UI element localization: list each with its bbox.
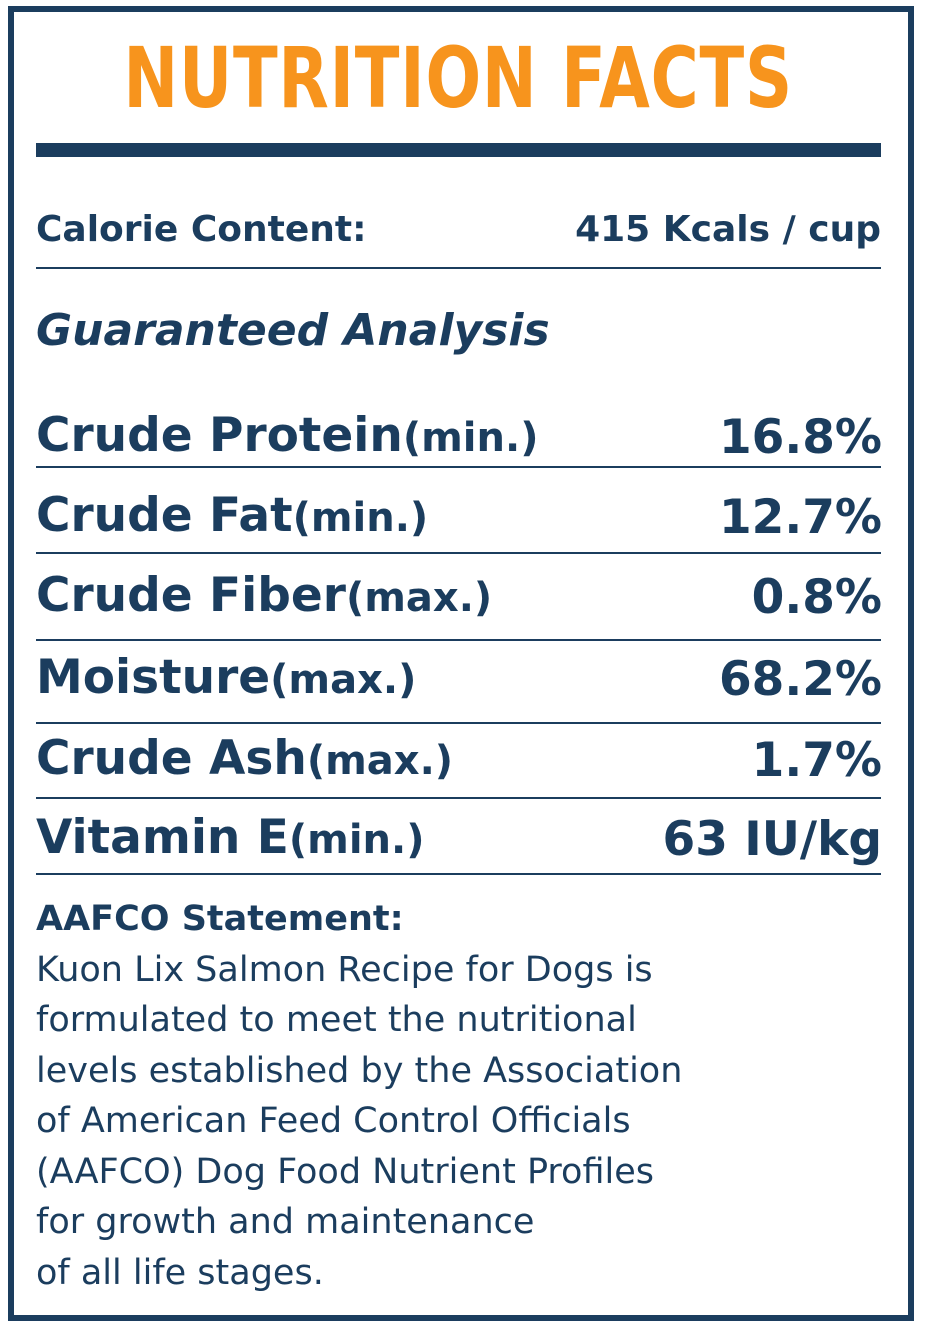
nutrient-name (36, 488, 428, 546)
nutrient-name (36, 731, 453, 789)
aafco-heading: AAFCO Statement: (36, 899, 404, 939)
nutrient-row-crude-protein (36, 402, 882, 472)
nutrient-label: Crude Fat (36, 488, 293, 543)
aafco-text-line: of all life stages. (36, 1252, 324, 1293)
aafco-text-line: (AAFCO) Dog Food Nutrient Profiles (36, 1151, 655, 1192)
nutrient-value: 68.2% (718, 652, 882, 707)
row-divider (36, 466, 881, 468)
aafco-statement (36, 894, 886, 1298)
nutrient-name (36, 810, 424, 868)
nutrient-value: 63 IU/kg (662, 812, 882, 867)
aafco-text-line: formulated to meet the nutritional (36, 1000, 637, 1040)
aafco-text-line: levels established by the Association (36, 1050, 683, 1091)
nutrient-label: Crude Protein (36, 408, 403, 463)
nutrient-qualifier: (max.) (345, 575, 493, 621)
row-divider (36, 722, 881, 724)
nutrient-qualifier: (min.) (292, 495, 429, 541)
nutrient-value: 1.7% (751, 733, 882, 788)
nutrient-label: Crude Ash (36, 731, 307, 786)
nutrient-qualifier: (min.) (402, 415, 539, 461)
row-divider (36, 797, 881, 799)
nutrient-label: Vitamin E (36, 810, 289, 865)
nutrient-value: 16.8% (718, 410, 882, 465)
nutrient-value: 12.7% (718, 490, 882, 545)
calorie-content-value: 415 Kcals / cup (575, 209, 881, 250)
aafco-text-line: Kuon Lix Salmon Recipe for Dogs is (36, 949, 653, 990)
nutrient-label: Crude Fiber (36, 568, 346, 623)
nutrition-facts-title: NUTRITION FACTS (123, 29, 793, 127)
aafco-text-line: of American Feed Control Officials (36, 1101, 631, 1141)
nutrient-row-moisture (36, 644, 882, 714)
nutrient-row-crude-fat (36, 482, 882, 552)
row-divider (36, 873, 881, 875)
row-divider (36, 639, 881, 641)
nutrient-qualifier: (max.) (306, 738, 454, 784)
title-divider (36, 143, 881, 157)
nutrient-qualifier: (max.) (270, 657, 417, 703)
nutrient-name (36, 650, 416, 708)
nutrient-row-vitamin-e (36, 804, 882, 874)
calorie-content-row (36, 200, 881, 260)
nutrient-value: 0.8% (751, 570, 882, 625)
calorie-content-label: Calorie Content: (36, 209, 367, 250)
nutrient-name (36, 568, 492, 626)
row-divider (36, 552, 881, 554)
guaranteed-analysis-heading: Guaranteed Analysis (36, 305, 550, 356)
nutrient-row-crude-fiber (36, 562, 882, 632)
nutrient-row-crude-ash (36, 725, 882, 795)
aafco-text-line: for growth and maintenance (36, 1202, 535, 1242)
nutrient-qualifier: (min.) (288, 817, 425, 863)
calorie-divider (36, 267, 881, 269)
nutrient-label: Moisture (36, 650, 271, 705)
nutrient-name (36, 408, 538, 466)
